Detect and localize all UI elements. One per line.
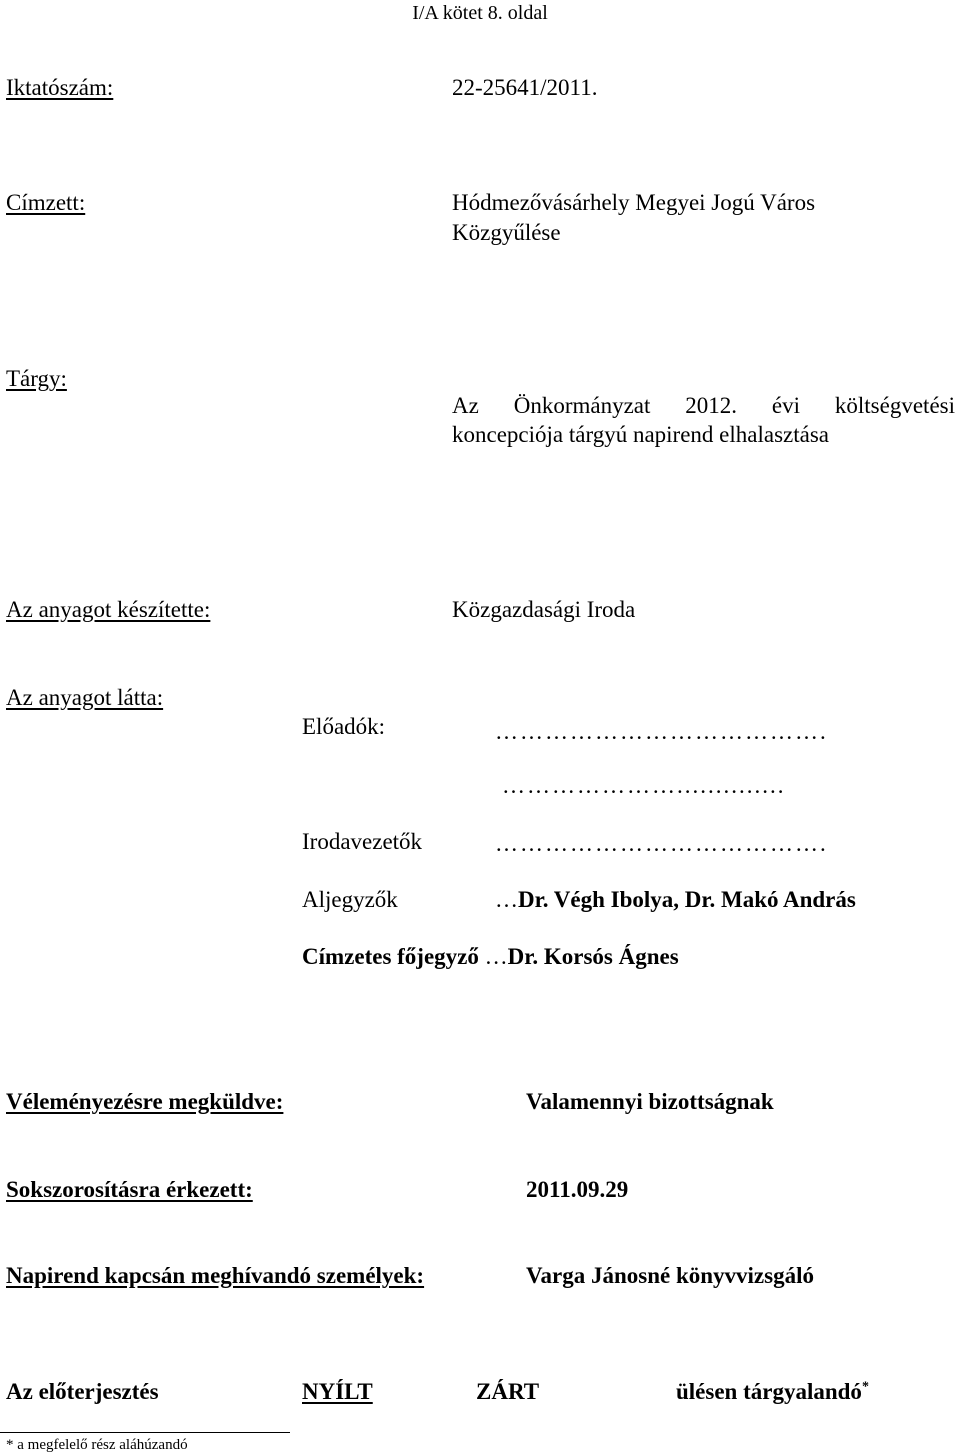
- velemenyezesre-value: Valamennyi bizottságnak: [526, 1089, 774, 1114]
- footnote-text: * a megfelelő rész aláhúzandó: [6, 1437, 188, 1453]
- irodavezetok-dots: ………………………………….: [495, 831, 828, 856]
- targy-label: Tárgy:: [6, 366, 67, 391]
- keszitette-label: Az anyagot készítette:: [6, 597, 211, 622]
- latta-label: Az anyagot látta:: [6, 685, 164, 710]
- option-zart[interactable]: ZÁRT: [476, 1379, 540, 1404]
- cimzett-label: Címzett:: [6, 190, 86, 215]
- iktatoszam-value: 22-25641/2011.: [452, 75, 598, 100]
- footnote-star: *: [861, 1379, 869, 1395]
- aljegyzok-value: Dr. Végh Ibolya, Dr. Makó András: [518, 887, 856, 912]
- cimzett-line2: Közgyűlése: [452, 220, 561, 245]
- option-nyilt[interactable]: NYÍLT: [302, 1379, 373, 1404]
- eloadok-dots-line1: ………………………………….: [495, 719, 828, 744]
- velemenyezesre-label: Véleményezésre megküldve:: [6, 1089, 284, 1114]
- sokszorositasra-value: 2011.09.29: [526, 1177, 629, 1202]
- eloadok-dots-line2: …………………..............: [502, 773, 786, 798]
- keszitette-value: Közgazdasági Iroda: [452, 597, 636, 622]
- sokszorositasra-label: Sokszorosításra érkezett:: [6, 1177, 253, 1202]
- cimzetes-value: Dr. Korsós Ágnes: [507, 944, 679, 969]
- page-reference: I/A kötet 8. oldal: [412, 2, 548, 24]
- cimzetes-row: [302, 943, 679, 971]
- targy-line2: koncepciója tárgyú napirend elhalasztása: [452, 422, 829, 447]
- cimzett-line1: Hódmezővásárhely Megyei Jogú Város: [452, 190, 816, 215]
- eloterjesztes-label: Az előterjesztés: [6, 1379, 159, 1404]
- aljegyzok-label: Aljegyzők: [302, 887, 398, 912]
- aljegyzok-row: [495, 886, 856, 914]
- irodavezetok-label: Irodavezetők: [302, 829, 423, 854]
- aljegyzok-dots: …: [495, 887, 518, 912]
- eloadok-label: Előadók:: [302, 714, 386, 739]
- eloterjesztes-suffix: ülésen tárgyalandó: [676, 1379, 862, 1404]
- targy-line1: Az Önkormányzat 2012. évi költségvetési: [452, 393, 955, 418]
- iktatoszam-label: Iktatószám:: [6, 75, 114, 100]
- napirend-label: Napirend kapcsán meghívandó személyek:: [6, 1263, 425, 1288]
- napirend-value: Varga Jánosné könyvvizsgáló: [526, 1263, 814, 1288]
- cimzetes-label: Címzetes főjegyző: [302, 944, 479, 969]
- cimzetes-dots: …: [484, 944, 508, 969]
- eloterjesztes-suffix-row: [676, 1378, 869, 1406]
- footnote-divider: [0, 1432, 290, 1433]
